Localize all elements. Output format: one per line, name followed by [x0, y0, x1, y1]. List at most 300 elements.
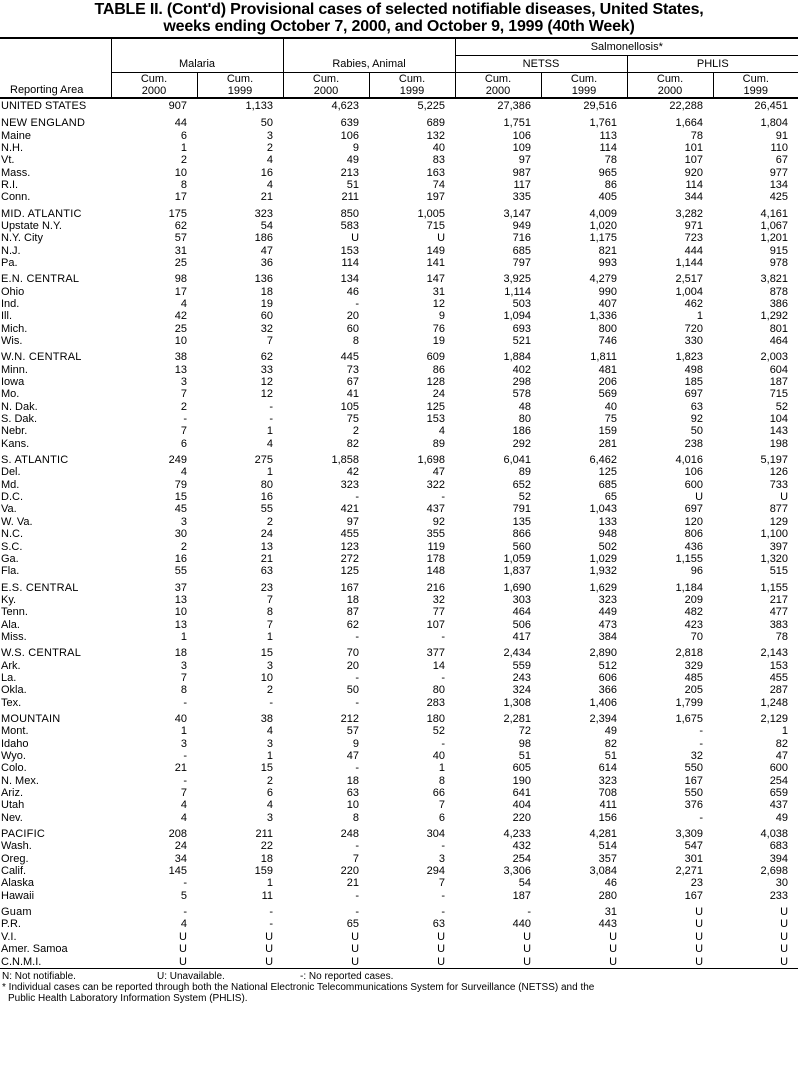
- table-row: [0, 401, 798, 413]
- value-cell: 10: [174, 166, 187, 179]
- value-cell: 3: [266, 129, 274, 142]
- value-cell: 1,884: [503, 351, 532, 364]
- year-2000: 2000: [111, 85, 197, 98]
- table-row: [0, 528, 798, 540]
- value-cell: 303: [512, 593, 532, 606]
- value-cell: 8: [438, 774, 446, 787]
- reporting-area-cell: Tenn.: [1, 606, 28, 619]
- value-cell: 97: [346, 515, 360, 528]
- value-cell: 697: [684, 388, 704, 401]
- value-cell: 550: [684, 762, 704, 775]
- value-cell: 1,155: [675, 552, 704, 565]
- value-cell: 1,308: [503, 696, 532, 709]
- value-cell: 34: [174, 852, 187, 865]
- value-cell: 40: [604, 400, 618, 413]
- value-cell: 821: [598, 244, 618, 257]
- value-cell: 10: [260, 671, 274, 684]
- reporting-area-cell: N.J.: [1, 244, 21, 257]
- value-cell: -: [269, 400, 274, 413]
- value-cell: 569: [598, 388, 618, 401]
- value-cell: 163: [426, 166, 446, 179]
- value-cell: 98: [518, 737, 532, 750]
- table-body: [0, 98, 798, 968]
- reporting-area-cell: Mass.: [1, 166, 31, 179]
- table-row: [0, 257, 798, 269]
- value-cell: 1: [180, 630, 187, 643]
- value-cell: 57: [346, 725, 360, 738]
- table-row: [0, 285, 798, 297]
- netss-header: NETSS: [455, 56, 627, 73]
- reporting-area-cell: E.S. CENTRAL: [1, 581, 79, 594]
- value-cell: 6: [266, 787, 274, 800]
- value-cell: 421: [340, 503, 360, 516]
- value-cell: 27,386: [497, 100, 532, 112]
- reporting-area-cell: NEW ENGLAND: [1, 117, 86, 130]
- value-cell: 38: [174, 351, 187, 364]
- value-cell: 51: [346, 178, 360, 191]
- value-cell: 685: [512, 244, 532, 257]
- cum-label: Cum.: [312, 73, 340, 85]
- reporting-area-cell: PACIFIC: [1, 828, 45, 841]
- reporting-area-cell: Wash.: [1, 840, 32, 853]
- value-cell: 40: [432, 141, 446, 154]
- value-cell: 117: [513, 178, 532, 191]
- reporting-area-cell: Tex.: [1, 696, 22, 709]
- table-row: [0, 775, 798, 787]
- value-cell: 14: [432, 659, 446, 672]
- value-cell: 19: [432, 335, 446, 348]
- value-cell: 1: [781, 725, 789, 738]
- value-cell: -: [441, 737, 446, 750]
- value-cell: U: [780, 491, 789, 504]
- value-cell: 249: [168, 454, 187, 467]
- table-row: [0, 577, 798, 593]
- value-cell: 75: [604, 413, 618, 426]
- value-cell: U: [609, 930, 618, 943]
- value-cell: 685: [598, 478, 618, 491]
- table-row: [0, 553, 798, 565]
- value-cell: 797: [512, 256, 532, 269]
- value-cell: 1: [266, 466, 274, 479]
- value-cell: 213: [340, 166, 360, 179]
- value-cell: 159: [254, 865, 274, 878]
- value-cell: 31: [604, 906, 618, 919]
- value-cell: 1: [180, 141, 187, 154]
- value-cell: 21: [260, 552, 274, 565]
- value-cell: 2: [266, 515, 274, 528]
- value-cell: 473: [598, 618, 618, 631]
- value-cell: 659: [769, 787, 789, 800]
- reporting-area-cell: V.I.: [1, 930, 17, 943]
- value-cell: 128: [426, 376, 446, 389]
- value-cell: 104: [769, 413, 789, 426]
- value-cell: 1: [696, 310, 704, 323]
- value-cell: 287: [769, 684, 789, 697]
- value-cell: 86: [432, 363, 446, 376]
- value-cell: 1: [266, 630, 274, 643]
- value-cell: 24: [432, 388, 446, 401]
- value-cell: 153: [340, 244, 360, 257]
- table-row: [0, 425, 798, 437]
- value-cell: 110: [770, 141, 789, 154]
- value-cell: 23: [260, 581, 274, 594]
- value-cell: 1,664: [675, 117, 704, 130]
- table-row: [0, 364, 798, 376]
- reporting-area-cell: Hawaii: [1, 889, 35, 902]
- value-cell: U: [780, 955, 789, 968]
- value-cell: 606: [598, 671, 618, 684]
- reporting-area-cell: Mont.: [1, 725, 29, 738]
- value-cell: 159: [598, 425, 618, 438]
- value-cell: 91: [775, 129, 789, 142]
- value-cell: 1,811: [590, 351, 618, 364]
- value-cell: 550: [684, 787, 704, 800]
- value-cell: 65: [604, 491, 618, 504]
- value-cell: 40: [174, 712, 187, 725]
- value-cell: 1,144: [675, 256, 704, 269]
- value-cell: 2: [266, 684, 274, 697]
- value-cell: 1,201: [760, 232, 789, 245]
- value-cell: 185: [684, 376, 704, 389]
- table-row: [0, 516, 798, 528]
- table-row: [0, 943, 798, 955]
- table-row: [0, 877, 798, 889]
- value-cell: 335: [512, 191, 532, 204]
- value-cell: 62: [174, 219, 187, 232]
- value-cell: 106: [684, 466, 704, 479]
- value-cell: 1,155: [760, 581, 789, 594]
- value-cell: 109: [512, 141, 532, 154]
- value-cell: -: [441, 906, 446, 919]
- value-cell: 3: [266, 737, 274, 750]
- table-row: [0, 594, 798, 606]
- table-row: [0, 853, 798, 865]
- value-cell: 18: [174, 647, 187, 660]
- table-row: [0, 166, 798, 178]
- value-cell: 850: [340, 207, 360, 220]
- value-cell: 693: [512, 322, 532, 335]
- reporting-area-cell: Maine: [1, 129, 31, 142]
- value-cell: 73: [346, 363, 360, 376]
- phlis-cum-1999: [713, 73, 798, 86]
- reporting-area-cell: S.C.: [1, 540, 23, 553]
- value-cell: 72: [518, 725, 532, 738]
- reporting-area-cell: Ariz.: [1, 787, 23, 800]
- reporting-area-cell: W. Va.: [1, 515, 33, 528]
- value-cell: 186: [254, 232, 274, 245]
- value-cell: 4: [180, 811, 187, 824]
- value-cell: 248: [340, 828, 360, 841]
- value-cell: 7: [438, 877, 446, 890]
- value-cell: 70: [346, 647, 360, 660]
- reporting-area-cell: N.H.: [1, 141, 23, 154]
- value-cell: 423: [684, 618, 704, 631]
- value-cell: 82: [775, 737, 789, 750]
- value-cell: U: [437, 930, 446, 943]
- table-row: [0, 890, 798, 902]
- value-cell: 444: [684, 244, 704, 257]
- value-cell: -: [183, 906, 187, 919]
- value-cell: 77: [432, 606, 446, 619]
- value-cell: 178: [426, 552, 446, 565]
- value-cell: U: [523, 943, 532, 956]
- value-cell: 5,197: [760, 454, 789, 467]
- value-cell: -: [699, 811, 704, 824]
- value-cell: 4: [266, 178, 274, 191]
- value-cell: 60: [260, 310, 274, 323]
- reporting-area-cell: C.N.M.I.: [1, 955, 42, 968]
- value-cell: 107: [426, 618, 446, 631]
- value-cell: 1,029: [589, 552, 618, 565]
- value-cell: 3,925: [503, 273, 532, 286]
- value-cell: 254: [512, 852, 532, 865]
- value-cell: 1,751: [503, 117, 532, 130]
- value-cell: 1,020: [589, 219, 618, 232]
- value-cell: -: [441, 840, 446, 853]
- reporting-area-cell: S. ATLANTIC: [1, 454, 69, 467]
- reporting-area-cell: MID. ATLANTIC: [1, 207, 82, 220]
- value-cell: 74: [432, 178, 446, 191]
- reporting-area-cell: Idaho: [1, 737, 29, 750]
- reporting-area-cell: Vt.: [1, 154, 15, 167]
- reporting-area-cell: Nebr.: [1, 425, 28, 438]
- value-cell: 25: [174, 322, 187, 335]
- value-cell: 67: [775, 154, 789, 167]
- value-cell: -: [355, 840, 360, 853]
- value-cell: 45: [174, 503, 187, 516]
- value-cell: 437: [769, 799, 789, 812]
- cum-label: Cum.: [484, 73, 512, 85]
- value-cell: 18: [260, 852, 274, 865]
- value-cell: 2,517: [675, 273, 704, 286]
- value-cell: 462: [684, 297, 704, 310]
- table-row: [0, 659, 798, 671]
- footnote-u: U: Unavailable.: [157, 970, 225, 982]
- value-cell: 220: [340, 865, 360, 878]
- value-cell: 13: [174, 593, 187, 606]
- value-cell: 1,043: [589, 503, 618, 516]
- value-cell: 101: [684, 141, 704, 154]
- value-cell: 1,690: [503, 581, 532, 594]
- value-cell: 443: [598, 918, 618, 931]
- value-cell: 10: [174, 606, 187, 619]
- value-cell: 8: [352, 335, 360, 348]
- value-cell: 407: [598, 297, 618, 310]
- value-cell: 965: [598, 166, 618, 179]
- rabies-cum-2000: [283, 73, 369, 86]
- value-cell: 89: [432, 437, 446, 450]
- value-cell: 16: [260, 491, 274, 504]
- netss-cum-1999: [541, 73, 627, 86]
- reporting-area-cell: Conn.: [1, 191, 31, 204]
- value-cell: 141: [426, 256, 446, 269]
- value-cell: U: [780, 930, 789, 943]
- value-cell: 1,004: [675, 285, 704, 298]
- value-cell: 1,184: [675, 581, 704, 594]
- value-cell: 641: [512, 787, 532, 800]
- value-cell: U: [179, 943, 187, 956]
- table-row: [0, 466, 798, 478]
- value-cell: 949: [512, 219, 532, 232]
- value-cell: 51: [604, 750, 618, 763]
- value-cell: 36: [260, 256, 274, 269]
- value-cell: 2: [180, 540, 187, 553]
- value-cell: 49: [604, 725, 618, 738]
- value-cell: 323: [598, 593, 618, 606]
- value-cell: 482: [684, 606, 704, 619]
- table-row: [0, 323, 798, 335]
- value-cell: 3: [266, 659, 274, 672]
- value-cell: 600: [684, 478, 704, 491]
- value-cell: 6,462: [589, 454, 618, 467]
- value-cell: 32: [690, 750, 704, 763]
- value-cell: 7: [180, 671, 187, 684]
- value-cell: 402: [512, 363, 532, 376]
- table-row: [0, 269, 798, 285]
- value-cell: 4: [180, 918, 187, 931]
- value-cell: 21: [260, 191, 274, 204]
- value-cell: 417: [512, 630, 532, 643]
- value-cell: 464: [769, 335, 789, 348]
- value-cell: 82: [604, 737, 618, 750]
- value-cell: 153: [426, 413, 446, 426]
- value-cell: 977: [769, 166, 789, 179]
- value-cell: 377: [426, 647, 446, 660]
- value-cell: 2,890: [589, 647, 618, 660]
- value-cell: 51: [518, 750, 532, 763]
- value-cell: 21: [346, 877, 360, 890]
- value-cell: 31: [174, 244, 187, 257]
- value-cell: U: [695, 918, 704, 931]
- value-cell: 720: [684, 322, 704, 335]
- value-cell: -: [441, 491, 446, 504]
- value-cell: 114: [599, 141, 618, 154]
- reporting-area-cell: Pa.: [1, 256, 18, 269]
- value-cell: 47: [432, 466, 446, 479]
- value-cell: 1: [438, 762, 446, 775]
- value-cell: 324: [512, 684, 532, 697]
- value-cell: 6: [180, 437, 187, 450]
- value-cell: 32: [260, 322, 274, 335]
- value-cell: U: [523, 930, 532, 943]
- value-cell: 136: [254, 273, 274, 286]
- value-cell: 13: [174, 363, 187, 376]
- table-row: [0, 98, 798, 113]
- value-cell: 180: [426, 712, 446, 725]
- value-cell: 31: [432, 285, 446, 298]
- value-cell: 114: [341, 256, 360, 269]
- table-row: [0, 631, 798, 643]
- value-cell: 1,804: [760, 117, 789, 130]
- value-cell: 4,279: [589, 273, 618, 286]
- malaria-cum-2000: [111, 73, 197, 86]
- value-cell: 66: [432, 787, 446, 800]
- value-cell: 7: [266, 335, 274, 348]
- value-cell: 46: [346, 285, 360, 298]
- value-cell: 614: [598, 762, 618, 775]
- value-cell: 76: [432, 322, 446, 335]
- value-cell: -: [441, 889, 446, 902]
- value-cell: 449: [598, 606, 618, 619]
- value-cell: 208: [168, 828, 187, 841]
- value-cell: 1,100: [760, 528, 789, 541]
- value-cell: 106: [340, 129, 360, 142]
- year-2000: 2000: [455, 85, 541, 98]
- value-cell: 1,932: [589, 565, 618, 578]
- value-cell: 12: [260, 388, 274, 401]
- value-cell: 12: [432, 297, 446, 310]
- value-cell: 216: [426, 581, 446, 594]
- value-cell: 502: [598, 540, 618, 553]
- value-cell: 515: [769, 565, 789, 578]
- value-cell: 2,818: [675, 647, 704, 660]
- value-cell: 411: [599, 799, 618, 812]
- table-row: [0, 376, 798, 388]
- value-cell: 129: [769, 515, 789, 528]
- value-cell: 89: [518, 466, 532, 479]
- value-cell: 18: [346, 593, 360, 606]
- value-cell: -: [355, 762, 360, 775]
- value-cell: 149: [426, 244, 446, 257]
- table-row: [0, 840, 798, 852]
- value-cell: -: [269, 696, 274, 709]
- value-cell: 7: [180, 787, 187, 800]
- value-cell: 1,698: [417, 454, 446, 467]
- value-cell: 464: [512, 606, 532, 619]
- value-cell: 4: [438, 425, 446, 438]
- table-row: [0, 244, 798, 256]
- reporting-area-cell: Iowa: [1, 376, 25, 389]
- value-cell: 92: [432, 515, 446, 528]
- value-cell: 205: [684, 684, 704, 697]
- value-cell: 376: [684, 799, 704, 812]
- value-cell: 206: [598, 376, 618, 389]
- reporting-area-cell: MOUNTAIN: [1, 712, 61, 725]
- value-cell: 83: [432, 154, 446, 167]
- value-cell: 1: [266, 750, 274, 763]
- value-cell: 329: [684, 659, 704, 672]
- value-cell: 50: [690, 425, 704, 438]
- value-cell: 405: [598, 191, 618, 204]
- value-cell: 135: [512, 515, 532, 528]
- value-cell: 801: [769, 322, 789, 335]
- value-cell: 4: [266, 725, 274, 738]
- value-cell: 19: [260, 297, 274, 310]
- title-line-1: TABLE II. (Cont'd) Provisional cases of selected notifiable diseases, United States,: [94, 1, 704, 18]
- value-cell: 153: [769, 659, 789, 672]
- value-cell: 233: [769, 889, 789, 902]
- table-row: [0, 179, 798, 191]
- value-cell: -: [527, 906, 532, 919]
- value-cell: 87: [346, 606, 360, 619]
- table-row: [0, 738, 798, 750]
- table-row: [0, 310, 798, 322]
- value-cell: U: [780, 906, 789, 919]
- value-cell: -: [699, 725, 704, 738]
- value-cell: -: [183, 413, 187, 426]
- value-cell: 18: [346, 774, 360, 787]
- cum-label: Cum.: [398, 73, 426, 85]
- value-cell: 877: [769, 503, 789, 516]
- value-cell: U: [437, 955, 446, 968]
- value-cell: 715: [426, 219, 446, 232]
- value-cell: 806: [684, 528, 704, 541]
- malaria-header: Malaria: [111, 38, 283, 73]
- value-cell: 990: [598, 285, 618, 298]
- value-cell: 733: [769, 478, 789, 491]
- value-cell: 62: [260, 351, 274, 364]
- value-cell: 2,434: [503, 647, 532, 660]
